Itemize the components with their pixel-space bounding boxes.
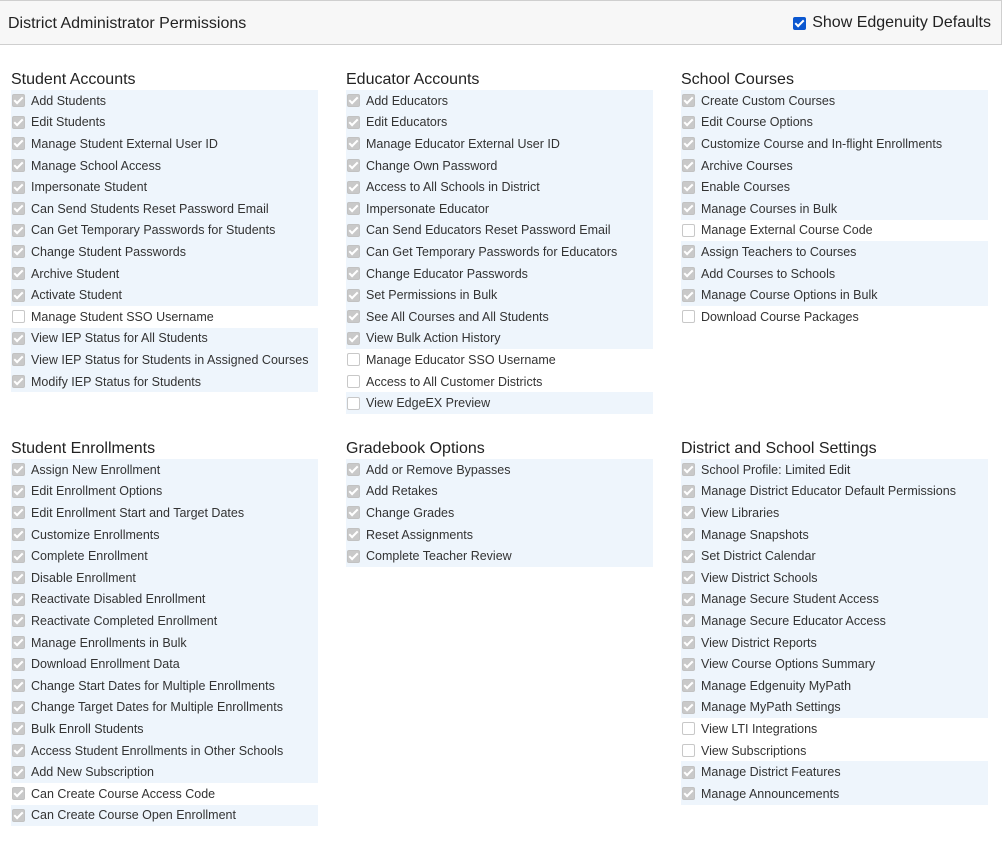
permission-label: Manage MyPath Settings (701, 700, 841, 715)
permission-item[interactable] (681, 697, 988, 719)
permission-checkbox[interactable] (682, 614, 695, 627)
permission-item[interactable] (11, 502, 318, 524)
permission-item[interactable] (11, 524, 318, 546)
section-title: Student Enrollments (11, 440, 156, 457)
permission-label: Edit Enrollment Options (31, 484, 163, 499)
permission-checkbox[interactable] (347, 375, 360, 388)
permission-label: Enable Courses (701, 180, 790, 195)
permission-checkbox[interactable] (12, 267, 25, 280)
permission-item[interactable] (11, 697, 318, 719)
permission-checkbox[interactable] (12, 137, 25, 150)
permission-checkbox[interactable] (12, 701, 25, 714)
permission-item[interactable] (11, 112, 318, 134)
permission-item[interactable] (346, 112, 653, 134)
permission-checkbox[interactable] (12, 94, 25, 107)
permission-checkbox[interactable] (347, 353, 360, 366)
permission-item[interactable] (11, 589, 318, 611)
permission-checkbox[interactable] (682, 137, 695, 150)
permission-label: View Subscriptions (701, 743, 807, 758)
permission-label: School Profile: Limited Edit (701, 462, 851, 477)
permission-item[interactable] (11, 198, 318, 220)
permission-item[interactable] (11, 263, 318, 285)
permission-label: Disable Enrollment (31, 570, 136, 585)
permission-item[interactable] (346, 263, 653, 285)
permission-list (346, 90, 653, 414)
permission-list (346, 459, 653, 567)
permission-item[interactable] (11, 133, 318, 155)
permission-item[interactable] (346, 481, 653, 503)
permission-label: Can Get Temporary Passwords for Students (31, 223, 276, 238)
permission-checkbox[interactable] (347, 289, 360, 302)
permission-label: Complete Enrollment (31, 549, 148, 564)
permission-item[interactable] (11, 653, 318, 675)
permission-label: View Libraries (701, 505, 780, 520)
permission-checkbox[interactable] (12, 181, 25, 194)
permission-item[interactable] (681, 112, 988, 134)
permission-checkbox[interactable] (347, 485, 360, 498)
permission-checkbox[interactable] (12, 722, 25, 735)
permission-label: Add or Remove Bypasses (366, 462, 511, 477)
permission-list (681, 459, 988, 805)
permission-checkbox[interactable] (347, 202, 360, 215)
permission-checkbox[interactable] (682, 701, 695, 714)
permission-item[interactable] (681, 90, 988, 112)
permission-checkbox[interactable] (12, 809, 25, 822)
permission-item[interactable] (11, 241, 318, 263)
permission-label: Archive Courses (701, 158, 793, 173)
permission-list (681, 90, 988, 328)
permission-label: Access Student Enrollments in Other Schools (31, 743, 284, 758)
permission-label: Manage Educator SSO Username (366, 352, 556, 367)
permission-checkbox[interactable] (347, 310, 360, 323)
permission-item[interactable] (346, 90, 653, 112)
permission-label: Access to All Schools in District (366, 180, 540, 195)
permission-label: Manage Snapshots (701, 527, 809, 542)
permission-checkbox[interactable] (682, 766, 695, 779)
permission-item[interactable] (681, 459, 988, 481)
permission-checkbox[interactable] (682, 744, 695, 757)
permission-label: Download Course Packages (701, 309, 859, 324)
permission-checkbox[interactable] (682, 463, 695, 476)
section-title: District and School Settings (681, 440, 877, 457)
permission-checkbox[interactable] (682, 159, 695, 172)
permission-item[interactable] (681, 263, 988, 285)
permission-label: Can Create Course Open Enrollment (31, 808, 236, 823)
permission-checkbox[interactable] (682, 181, 695, 194)
permission-label: Manage Enrollments in Bulk (31, 635, 187, 650)
permission-label: View IEP Status for Students in Assigned Courses (31, 352, 309, 367)
permission-item[interactable] (346, 349, 653, 371)
permission-checkbox[interactable] (12, 159, 25, 172)
permission-list (11, 459, 318, 826)
permission-checkbox[interactable] (12, 614, 25, 627)
permission-label: Edit Course Options (701, 115, 813, 130)
permission-label: View Course Options Summary (701, 657, 876, 672)
permission-item[interactable] (346, 371, 653, 393)
permission-checkbox[interactable] (12, 593, 25, 606)
show-defaults-toggle[interactable] (793, 14, 991, 32)
permission-label: View EdgeEX Preview (366, 396, 491, 411)
permission-item[interactable] (681, 198, 988, 220)
section-school-courses (681, 68, 988, 328)
permission-label: Change Own Password (366, 158, 498, 173)
permission-item[interactable] (681, 545, 988, 567)
permission-item[interactable] (11, 328, 318, 350)
permission-label: Manage Educator External User ID (366, 136, 560, 151)
permission-checkbox[interactable] (682, 593, 695, 606)
permission-checkbox[interactable] (682, 506, 695, 519)
permission-checkbox[interactable] (682, 94, 695, 107)
permission-label: Manage Course Options in Bulk (701, 288, 878, 303)
section-title: School Courses (681, 71, 794, 88)
permission-label: Manage Courses in Bulk (701, 201, 838, 216)
permission-checkbox[interactable] (682, 202, 695, 215)
permission-checkbox[interactable] (12, 485, 25, 498)
permission-item[interactable] (681, 740, 988, 762)
permission-label: Complete Teacher Review (366, 549, 512, 564)
permission-label: Edit Enrollment Start and Target Dates (31, 505, 245, 520)
permission-checkbox[interactable] (12, 744, 25, 757)
permission-item[interactable] (11, 306, 318, 328)
permission-item[interactable] (11, 545, 318, 567)
section-educator-accounts (346, 68, 653, 414)
page-title: District Administrator Permissions (8, 15, 247, 32)
permission-label: Create Custom Courses (701, 93, 836, 108)
permission-label: Modify IEP Status for Students (31, 374, 201, 389)
permission-item[interactable] (681, 610, 988, 632)
permission-item[interactable] (346, 328, 653, 350)
permission-item[interactable] (681, 567, 988, 589)
permission-label: Activate Student (31, 288, 123, 303)
permission-item[interactable] (11, 220, 318, 242)
permission-checkbox[interactable] (12, 116, 25, 129)
permission-label: Add Retakes (366, 484, 438, 499)
permission-checkbox[interactable] (12, 766, 25, 779)
permission-label: Manage External Course Code (701, 223, 873, 238)
permission-item[interactable] (346, 241, 653, 263)
permission-label: Can Send Educators Reset Password Email (366, 223, 611, 238)
show-defaults-checkbox[interactable] (793, 17, 806, 30)
permission-label: Customize Course and In-flight Enrollments (701, 136, 943, 151)
permission-item[interactable] (681, 220, 988, 242)
permission-checkbox[interactable] (12, 310, 25, 323)
section-title: Student Accounts (11, 71, 136, 88)
permission-item[interactable] (11, 805, 318, 827)
permission-item[interactable] (11, 740, 318, 762)
section-gradebook-options (346, 437, 653, 567)
permission-item[interactable] (681, 176, 988, 198)
permission-checkbox[interactable] (12, 202, 25, 215)
permission-label: Set Permissions in Bulk (366, 288, 498, 303)
permission-checkbox[interactable] (347, 94, 360, 107)
permission-checkbox[interactable] (12, 571, 25, 584)
permission-item[interactable] (11, 481, 318, 503)
permission-label: Archive Student (31, 266, 120, 281)
permission-checkbox[interactable] (347, 550, 360, 563)
permission-checkbox[interactable] (12, 463, 25, 476)
permission-item[interactable] (346, 459, 653, 481)
permission-checkbox[interactable] (12, 375, 25, 388)
permission-item[interactable] (11, 176, 318, 198)
permission-label: Add Students (31, 93, 107, 108)
permission-checkbox[interactable] (682, 224, 695, 237)
permission-checkbox[interactable] (682, 310, 695, 323)
permission-label: Manage Secure Educator Access (701, 613, 886, 628)
permission-item[interactable] (11, 783, 318, 805)
permission-item[interactable] (11, 718, 318, 740)
permission-item[interactable] (681, 481, 988, 503)
permission-item[interactable] (681, 675, 988, 697)
permission-label: Assign Teachers to Courses (701, 244, 857, 259)
permission-label: Impersonate Student (31, 180, 148, 195)
permission-item[interactable] (681, 306, 988, 328)
permission-checkbox[interactable] (12, 289, 25, 302)
permission-label: Can Create Course Access Code (31, 786, 216, 801)
permission-checkbox[interactable] (12, 245, 25, 258)
permission-checkbox[interactable] (347, 332, 360, 345)
permission-label: Change Target Dates for Multiple Enrollments (31, 700, 283, 715)
permission-label: Manage Student External User ID (31, 136, 218, 151)
permission-item[interactable] (11, 567, 318, 589)
permission-checkbox[interactable] (347, 137, 360, 150)
permission-item[interactable] (346, 284, 653, 306)
permission-item[interactable] (681, 155, 988, 177)
section-student-accounts (11, 68, 318, 392)
permission-label: Add Courses to Schools (701, 266, 836, 281)
permission-checkbox[interactable] (12, 353, 25, 366)
permission-label: Reactivate Disabled Enrollment (31, 592, 206, 607)
permission-label: Change Start Dates for Multiple Enrollments (31, 678, 275, 693)
permission-item[interactable] (11, 459, 318, 481)
permission-checkbox[interactable] (347, 397, 360, 410)
section-district-school-settings (681, 437, 988, 805)
permission-checkbox[interactable] (682, 267, 695, 280)
permission-label: See All Courses and All Students (366, 309, 549, 324)
permission-item[interactable] (681, 589, 988, 611)
permission-label: Change Student Passwords (31, 244, 186, 259)
permission-checkbox[interactable] (347, 181, 360, 194)
permission-label: Assign New Enrollment (31, 462, 161, 477)
permission-item[interactable] (346, 306, 653, 328)
permission-checkbox[interactable] (12, 679, 25, 692)
permission-checkbox[interactable] (12, 636, 25, 649)
permission-item[interactable] (11, 155, 318, 177)
permission-item[interactable] (346, 220, 653, 242)
permission-label: Add Educators (366, 93, 448, 108)
permission-item[interactable] (11, 675, 318, 697)
permission-item[interactable] (681, 133, 988, 155)
permission-checkbox[interactable] (682, 245, 695, 258)
permission-checkbox[interactable] (12, 787, 25, 800)
permission-list (11, 90, 318, 392)
permission-item[interactable] (681, 524, 988, 546)
permission-item[interactable] (11, 90, 318, 112)
permission-item[interactable] (681, 241, 988, 263)
permission-label: Reactivate Completed Enrollment (31, 613, 218, 628)
permission-checkbox[interactable] (347, 159, 360, 172)
show-defaults-label: Show Edgenuity Defaults (812, 14, 991, 31)
permission-label: Manage School Access (31, 158, 161, 173)
permission-item[interactable] (346, 524, 653, 546)
permission-checkbox[interactable] (682, 679, 695, 692)
permission-checkbox[interactable] (682, 787, 695, 800)
permission-checkbox[interactable] (682, 636, 695, 649)
permission-item[interactable] (346, 155, 653, 177)
permission-label: Reset Assignments (366, 527, 473, 542)
permission-label: Edit Students (31, 115, 106, 130)
permission-checkbox[interactable] (682, 289, 695, 302)
permission-checkbox[interactable] (682, 528, 695, 541)
permission-checkbox[interactable] (347, 506, 360, 519)
permission-checkbox[interactable] (12, 528, 25, 541)
permission-checkbox[interactable] (12, 224, 25, 237)
permission-item[interactable] (11, 632, 318, 654)
permission-checkbox[interactable] (347, 245, 360, 258)
permission-item[interactable] (346, 133, 653, 155)
permission-item[interactable] (681, 653, 988, 675)
permission-label: Customize Enrollments (31, 527, 160, 542)
permission-item[interactable] (346, 176, 653, 198)
permission-item[interactable] (346, 545, 653, 567)
permission-label: Change Educator Passwords (366, 266, 528, 281)
permission-checkbox[interactable] (347, 267, 360, 280)
permission-item[interactable] (11, 761, 318, 783)
permission-checkbox[interactable] (347, 224, 360, 237)
permission-label: Bulk Enroll Students (31, 721, 144, 736)
permission-checkbox[interactable] (682, 550, 695, 563)
permission-label: Change Grades (366, 505, 455, 520)
permission-checkbox[interactable] (682, 571, 695, 584)
permission-label: Edit Educators (366, 115, 448, 130)
permission-item[interactable] (346, 502, 653, 524)
permission-checkbox[interactable] (12, 506, 25, 519)
permission-item[interactable] (346, 198, 653, 220)
permission-item[interactable] (11, 349, 318, 371)
permission-checkbox[interactable] (682, 722, 695, 735)
permission-label: Access to All Customer Districts (366, 374, 543, 389)
section-title: Educator Accounts (346, 71, 480, 88)
permission-checkbox[interactable] (347, 116, 360, 129)
permission-label: Manage Student SSO Username (31, 309, 214, 324)
permission-checkbox[interactable] (682, 485, 695, 498)
permission-label: View LTI Integrations (701, 721, 818, 736)
permission-item[interactable] (11, 610, 318, 632)
permission-item[interactable] (681, 284, 988, 306)
permission-label: Can Get Temporary Passwords for Educators (366, 244, 618, 259)
permission-item[interactable] (681, 502, 988, 524)
permission-label: Can Send Students Reset Password Email (31, 201, 269, 216)
permission-checkbox[interactable] (12, 658, 25, 671)
permission-label: View Bulk Action History (366, 331, 501, 346)
permission-label: View District Schools (701, 570, 818, 585)
permission-checkbox[interactable] (347, 528, 360, 541)
permission-item[interactable] (681, 718, 988, 740)
permission-label: Set District Calendar (701, 549, 816, 564)
permission-label: Manage District Features (701, 765, 841, 780)
permission-label: Download Enrollment Data (31, 657, 180, 672)
permission-checkbox[interactable] (12, 550, 25, 563)
page-header (0, 0, 1002, 45)
section-student-enrollments (11, 437, 318, 826)
permission-label: View IEP Status for All Students (31, 331, 208, 346)
permission-label: Manage Secure Student Access (701, 592, 879, 607)
permission-item[interactable] (681, 632, 988, 654)
permission-item[interactable] (11, 371, 318, 393)
permission-item[interactable] (681, 783, 988, 805)
section-title: Gradebook Options (346, 440, 485, 457)
permission-checkbox[interactable] (682, 658, 695, 671)
permission-label: Manage District Educator Default Permissions (701, 484, 956, 499)
permission-checkbox[interactable] (347, 463, 360, 476)
permission-checkbox[interactable] (682, 116, 695, 129)
permission-label: Add New Subscription (31, 765, 154, 780)
permission-item[interactable] (11, 284, 318, 306)
permission-label: Impersonate Educator (366, 201, 489, 216)
permission-label: Manage Edgenuity MyPath (701, 678, 852, 693)
permission-item[interactable] (681, 761, 988, 783)
permission-item[interactable] (346, 392, 653, 414)
permission-label: View District Reports (701, 635, 817, 650)
permission-checkbox[interactable] (12, 332, 25, 345)
permission-label: Manage Announcements (701, 786, 840, 801)
